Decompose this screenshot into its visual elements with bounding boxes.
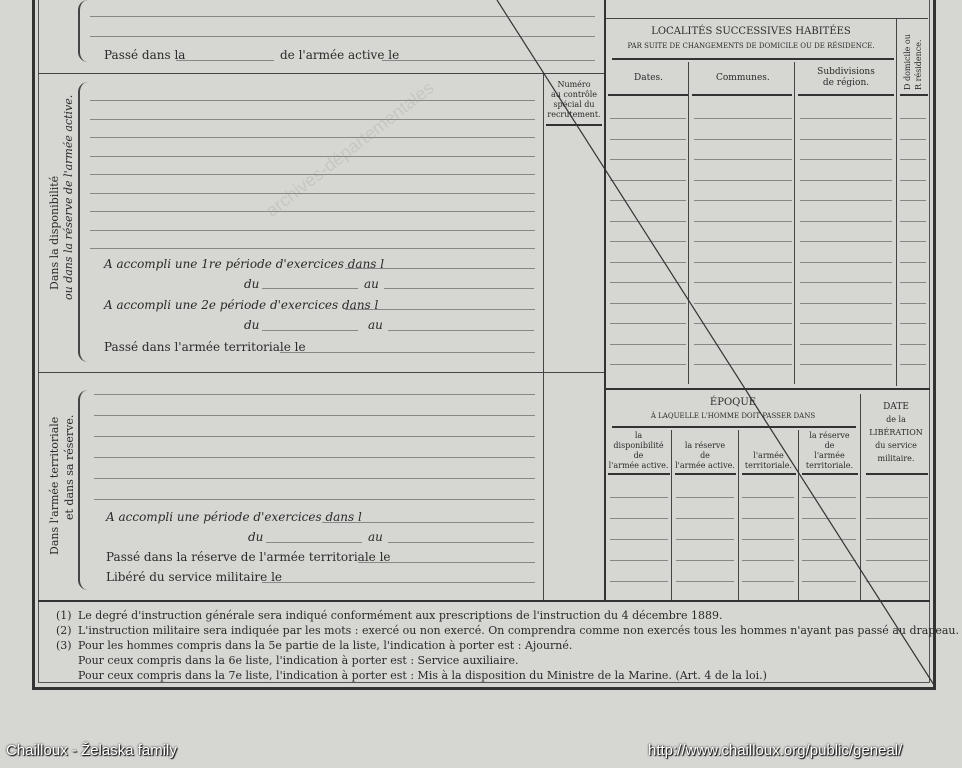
numero-line-2: au contrôle: [550, 90, 598, 99]
col-dates: Dates.: [634, 73, 664, 83]
periode2-label: A accompli une 2e période d'exercices dans l: [104, 298, 379, 312]
epoque-header-text: l'armée: [814, 451, 845, 460]
epoque-header-text: l'armée: [753, 451, 784, 460]
epoque-title: ÉPOQUE: [709, 397, 757, 408]
date-header-text: de la: [886, 415, 906, 424]
localites-subtitle: PAR SUITE DE CHANGEMENTS DE DOMICILE OU DE RÉSIDENCE.: [627, 42, 875, 50]
col-subdivisions-2: de région.: [822, 78, 870, 88]
epoque-header-text: de: [824, 441, 835, 450]
localites-title: LOCALITÉS SUCCESSIVES HABITÉES: [651, 26, 851, 37]
watermark: archives-départementales: [262, 77, 438, 221]
terr-periode-label: A accompli une période d'exercices dans l: [106, 510, 362, 524]
passe-prefix: Passé dans la: [104, 48, 186, 62]
footnote-text: Pour ceux compris dans la 7e liste, l'indication à porter est : Mis à la disposition du Ministre de la Marine. (Art. 4 de la loi.): [78, 669, 767, 682]
epoque-header-text: territoriale.: [744, 461, 793, 470]
au2-label: au: [368, 318, 383, 332]
date-header-text: du service: [875, 441, 917, 450]
footnote-text: Le degré d'instruction générale sera indiqué conformément aux prescriptions de l'instruction du 4 décembre 1889.: [78, 609, 723, 622]
disponibilite-label-1: Dans la disponibilité: [48, 175, 61, 290]
au1-label: au: [364, 277, 379, 291]
footnote-number: (2): [56, 624, 72, 637]
epoque-header-text: la réserve: [684, 441, 726, 450]
date-header-text: militaire.: [877, 454, 915, 463]
footnote-number: (3): [56, 639, 72, 652]
du1-label: du: [244, 277, 260, 291]
footnote-text: Pour ceux compris dans la 6e liste, l'indication à porter est : Service auxiliaire.: [78, 654, 519, 667]
terr-du-label: du: [248, 530, 264, 544]
footnote-text: Pour les hommes compris dans la 5e partie de la liste, l'indication à porter est : Ajourné.: [78, 639, 573, 652]
passe-reserve-label: Passé dans la réserve de l'armée territoriale le: [106, 550, 391, 564]
territoriale-label-1: Dans l'armée territoriale: [48, 416, 61, 555]
epoque-subtitle: À LAQUELLE L'HOMME DOIT PASSER DANS: [650, 412, 816, 420]
col-domicile-1: D domicile ou: [903, 34, 912, 90]
footnote-number: (1): [56, 609, 72, 622]
epoque-header-text: territoriale.: [805, 461, 854, 470]
disponibilite-label-2: ou dans la réserve de l'armée active.: [62, 94, 75, 300]
libere-label: Libéré du service militaire le: [106, 570, 283, 584]
date-header-text: DATE: [883, 402, 909, 412]
epoque-header-text: la réserve: [809, 431, 850, 440]
footer-family: Chailloux - Želaska family: [6, 742, 177, 759]
footnote-text: L'instruction militaire sera indiquée par les mots : exercé ou non exercé. On comprendra comme non exercés tous les hommes n'ayant pas passé au drapeau.: [78, 624, 960, 637]
epoque-header-text: l'armée active.: [608, 461, 669, 470]
numero-line-4: recrutement.: [547, 110, 601, 119]
du2-label: du: [244, 318, 260, 332]
passe-territoriale-label: Passé dans l'armée territoriale le: [104, 340, 306, 354]
passe-suffix: de l'armée active le: [280, 48, 400, 62]
periode1-label: A accompli une 1re période d'exercices dans l: [104, 257, 385, 271]
col-domicile-2: R résidence.: [914, 39, 923, 90]
epoque-header-text: de: [633, 451, 644, 460]
date-header-text: LIBÉRATION: [869, 428, 923, 437]
numero-line-3: spécial du: [553, 100, 595, 109]
epoque-header-text: la: [634, 431, 643, 440]
epoque-header-text: l'armée active.: [675, 461, 735, 470]
territoriale-label-2: et dans sa réserve.: [63, 414, 76, 520]
col-communes: Communes.: [716, 73, 770, 83]
epoque-header-text: disponibilité: [613, 441, 664, 450]
col-subdivisions-1: Subdivisions: [817, 67, 875, 77]
terr-au-label: au: [368, 530, 383, 544]
footer-url[interactable]: http://www.chailloux.org/public/geneal/: [648, 742, 903, 759]
numero-line-1: Numéro: [557, 80, 591, 89]
epoque-header-text: de: [700, 451, 710, 460]
